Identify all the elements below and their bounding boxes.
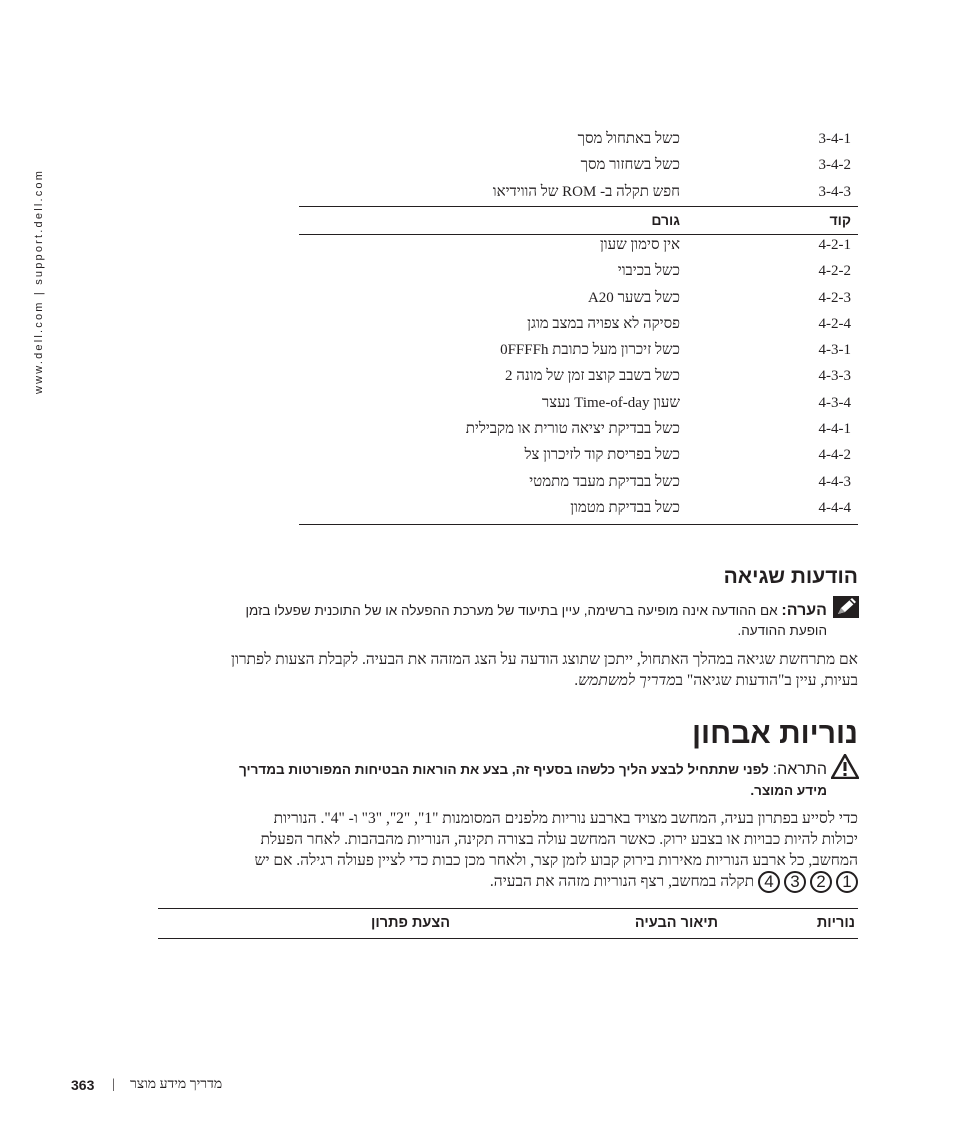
table-row bbox=[299, 471, 858, 497]
lights-table-header bbox=[158, 908, 858, 939]
caution-triangle-icon bbox=[831, 754, 859, 784]
paragraph-text: בעיות, עיין ב"הודעות שגיאה" ב bbox=[675, 672, 858, 689]
note-text-line2: הופעת ההודעה. bbox=[737, 623, 827, 638]
beep-cause: כשל בשבב קוצב זמן של מונה 2 bbox=[505, 368, 680, 385]
header-code: קוד bbox=[829, 212, 851, 228]
side-url: www.dell.com | support.dell.com bbox=[33, 168, 45, 394]
caution-label: התראה: bbox=[772, 761, 827, 778]
header-cause: גורם bbox=[651, 212, 680, 228]
beep-cause: כשל באתחול מסך bbox=[577, 131, 680, 147]
caution-text-line2: מידע המוצר. bbox=[750, 783, 827, 798]
beep-code: 4-4-4 bbox=[818, 499, 851, 516]
beep-code: 4-4-2 bbox=[818, 447, 851, 464]
table-row bbox=[299, 234, 858, 260]
table-row bbox=[299, 260, 858, 286]
table-row bbox=[299, 418, 858, 444]
diagnostic-lights-graphic bbox=[758, 871, 858, 893]
lights-paragraph-line2: יכולות להיות כבויות או בצבע ירוק. כאשר המחשב עולה בצורה תקינה, הנוריות מהבהבות. לאחר הפעלת bbox=[260, 831, 858, 848]
beep-code-table bbox=[299, 234, 858, 523]
beep-cause: כשל בבדיקת מעבד מתמטי bbox=[529, 473, 680, 490]
error-paragraph-line2 bbox=[574, 670, 858, 691]
beep-code: 4-3-3 bbox=[818, 368, 851, 385]
table-row bbox=[299, 497, 858, 523]
header-lights: נוריות bbox=[816, 915, 855, 931]
caution-text: לפני שתתחיל לבצע הליך כלשהו בסעיף זה, בצע את הוראות הבטיחות המפורטות במדריך bbox=[239, 762, 769, 777]
header-problem: תיאור הבעיה bbox=[634, 915, 718, 931]
paragraph-text: תקלה במחשב, רצף הנוריות מזהה את הבעיה. bbox=[489, 873, 755, 890]
beep-cause: כשל בשחזור מסך bbox=[580, 157, 680, 174]
beep-cause: כשל בבדיקת מטמון bbox=[570, 499, 680, 516]
lights-paragraph-line4 bbox=[490, 869, 858, 895]
note-text: אם ההודעה אינה מופיעה ברשימה, עיין בתיעוד של מערכת ההפעלה או של התוכנית שפעלו בזמן bbox=[245, 603, 778, 618]
beep-code: 4-2-4 bbox=[818, 315, 851, 332]
light-number-icon: 1 bbox=[836, 871, 858, 893]
footer-title: מדריך מידע מוצר bbox=[130, 1077, 223, 1092]
table-header bbox=[299, 210, 858, 232]
footer-separator: | bbox=[112, 1077, 115, 1092]
beep-cause: שעון Time-of-day נעצר bbox=[541, 394, 680, 411]
lights-paragraph-line3: המחשב, כל ארבע הנוריות מאירות בירוק קבוע לזמן קצר, ולאחר מכן כבות כדי לציין פעולה רגילה. אם יש bbox=[254, 852, 858, 869]
beep-code: 4-2-2 bbox=[818, 263, 851, 280]
table-row bbox=[299, 287, 858, 313]
light-number-icon: 2 bbox=[810, 871, 832, 893]
beep-code: 3-4-3 bbox=[818, 183, 851, 200]
beep-cause: כשל בשער A20 bbox=[587, 289, 680, 306]
note-text-line1 bbox=[245, 602, 827, 620]
lights-paragraph-line1: כדי לסייע בפתרון בעיה, המחשב מצויד בארבע נוריות מלפנים המסומנות "1", "2", "3" ו- "4". הנוריות bbox=[273, 810, 858, 827]
table-row bbox=[299, 154, 858, 180]
table-row bbox=[299, 365, 858, 391]
table-row bbox=[299, 392, 858, 418]
beep-code: 4-2-1 bbox=[818, 237, 851, 253]
error-paragraph-line1: אם מתרחשת שגיאה במהלך האתחול, ייתכן שתוצג הודעה על הצג המזהה את הבעיה. לקבלת הצעות לפתרון bbox=[231, 651, 858, 668]
table-rule-bottom bbox=[299, 524, 858, 525]
note-label: הערה: bbox=[781, 602, 827, 619]
beep-code: 4-3-1 bbox=[818, 342, 851, 359]
table-row bbox=[299, 128, 858, 154]
table-row bbox=[299, 181, 858, 207]
table-row bbox=[299, 313, 858, 339]
beep-code: 3-4-1 bbox=[818, 131, 851, 147]
beep-code: 4-4-1 bbox=[818, 421, 851, 438]
beep-cause: חפש תקלה ב- ROM של הווידיאו bbox=[492, 183, 680, 200]
beep-cause: פסיקה לא צפויה במצב מוגן bbox=[527, 315, 680, 332]
beep-code: 4-2-3 bbox=[818, 289, 851, 306]
beep-cause: אין סימון שעון bbox=[599, 237, 680, 253]
pencil-note-icon bbox=[833, 596, 859, 623]
table-row bbox=[299, 444, 858, 470]
beep-cause: כשל בפריסת קוד לזיכרון צל bbox=[524, 447, 680, 464]
beep-cause: כשל זיכרון מעל כתובת 0FFFFh bbox=[500, 342, 680, 359]
section-title-error-messages: הודעות שגיאה bbox=[723, 565, 858, 588]
beep-cause: כשל בבדיקת יציאה טורית או מקבילית bbox=[465, 421, 680, 438]
section-title-diagnostic-lights: נוריות אבחון bbox=[691, 717, 858, 750]
table-rule-top bbox=[299, 206, 858, 207]
table-row bbox=[299, 339, 858, 365]
page-number: 363 bbox=[71, 1077, 95, 1093]
beep-cause: כשל בכיבוי bbox=[617, 263, 680, 280]
beep-code: 3-4-2 bbox=[818, 157, 851, 174]
light-number-icon: 3 bbox=[784, 871, 806, 893]
beep-code: 4-4-3 bbox=[818, 473, 851, 490]
top-code-rows bbox=[299, 128, 858, 207]
caution-text-line1 bbox=[239, 761, 827, 779]
paragraph-text: . bbox=[574, 672, 579, 689]
guide-title-italic: מדריך למשתמש bbox=[578, 672, 676, 689]
beep-code: 4-3-4 bbox=[818, 394, 851, 411]
header-solution: הצעת פתרון bbox=[371, 915, 450, 931]
light-number-icon: 4 bbox=[758, 871, 780, 893]
